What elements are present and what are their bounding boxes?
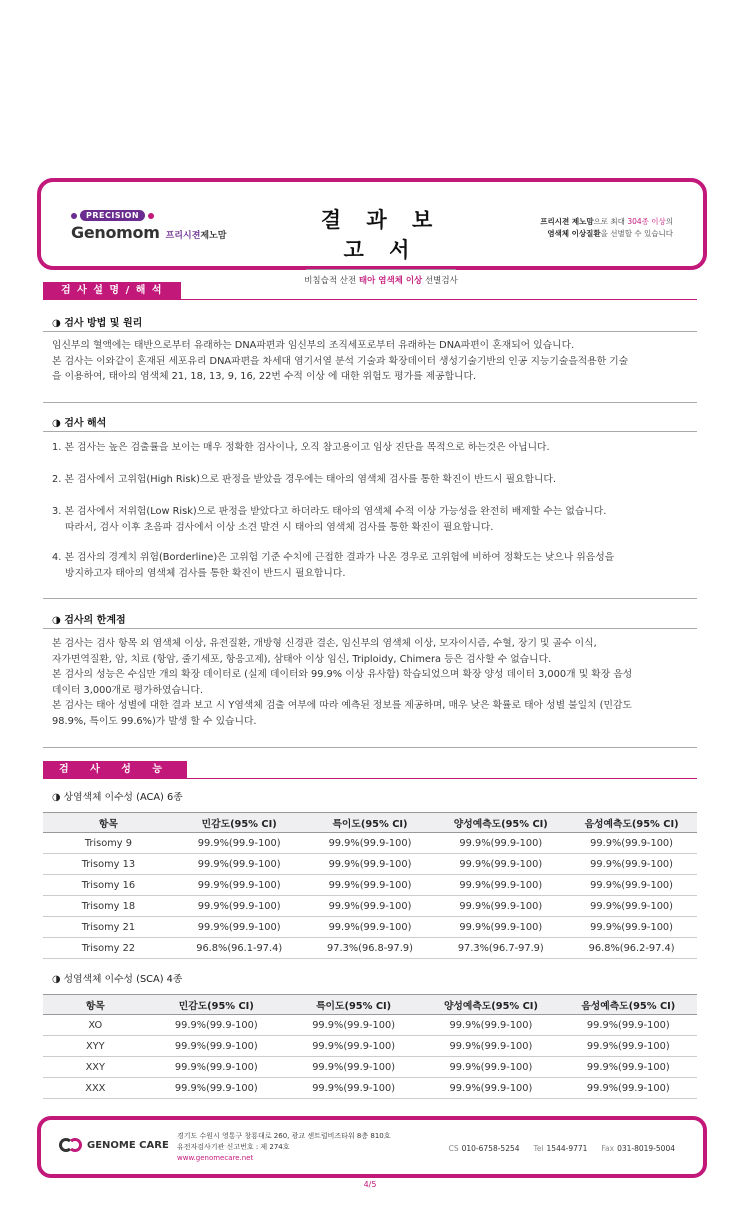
table-header-row — [43, 813, 697, 833]
table-cell: 99.9%(99.9-100) — [174, 896, 305, 917]
brand-name: Genomom — [71, 223, 160, 242]
limitations-heading: ◑ 검사의 한계점 — [52, 615, 126, 626]
method-heading: ◑ 검사 방법 및 원리 — [52, 318, 143, 329]
contact-info: CS 010-6758-5254 Tel 1544-9771 Fax 031-8019-5004 — [448, 1144, 675, 1153]
method-text: 임신부의 혈액에는 태반으로부터 유래하는 DNA파편과 임신부의 조직세포로부터 유래하는 DNA파편이 혼재되어 있습니다. 본 검사는 이와같이 혼재된 세포유리 DNA파편을 차세대 염기서열 분석 기술과 확장데이터 생성기술기반의 인공 지능기술을적용한 기술 을 이용하여, 태아의 염색체 21, 18, 13, 9, 16, 22번 수적 이상 에 대한 위험도 평가를 제공합니다. — [52, 340, 629, 382]
row-label: XYY — [43, 1036, 148, 1057]
table-cell: 99.9%(99.9-100) — [148, 1057, 285, 1078]
table-cell: 99.9%(99.9-100) — [435, 833, 566, 854]
table-cell: 99.9%(99.9-100) — [435, 917, 566, 938]
table-cell: 99.9%(99.9-100) — [305, 854, 436, 875]
row-label: XXX — [43, 1078, 148, 1099]
divider — [43, 431, 697, 432]
genomom-logo — [71, 210, 226, 242]
company-name: GENOME CARE — [87, 1139, 169, 1151]
row-label: Trisomy 18 — [43, 896, 174, 917]
table-cell: 99.9%(99.9-100) — [148, 1078, 285, 1099]
table-cell: 99.9%(99.9-100) — [560, 1057, 697, 1078]
table-cell: 99.9%(99.9-100) — [566, 833, 697, 854]
fax-number: 031-8019-5004 — [617, 1144, 675, 1153]
column-header: 민감도(95% CI) — [174, 813, 305, 833]
divider — [43, 628, 697, 629]
table-cell: 99.9%(99.9-100) — [148, 1036, 285, 1057]
table-cell: 99.9%(99.9-100) — [285, 1015, 422, 1036]
table-cell: 99.9%(99.9-100) — [560, 1078, 697, 1099]
interpretation-item: 2. 본 검사에서 고위험(High Risk)으로 판정을 받았을 경우에는 태아의 염색체 검사를 통한 확진이 반드시 필요합니다. — [52, 474, 557, 485]
table-cell: 99.9%(99.9-100) — [305, 833, 436, 854]
website-link[interactable]: www.genomecare.net — [177, 1154, 254, 1162]
table-cell: 99.9%(99.9-100) — [422, 1036, 559, 1057]
aca-table — [43, 812, 697, 959]
interpretation-item: 3. 본 검사에서 저위험(Low Risk)으로 판정을 받았다고 하더라도 태아의 염색체 수적 이상 가능성을 완전히 배제할 수는 없습니다. 따라서, 검사 이후 초음파 검사에서 이상 소견 발견 시 태아의 염색체 검사를 통한 확진이 필요합니다. — [52, 506, 607, 533]
table-cell: 99.9%(99.9-100) — [305, 896, 436, 917]
section-divider — [43, 299, 697, 300]
divider — [43, 331, 697, 332]
divider — [43, 598, 697, 599]
column-header: 양성예측도(95% CI) — [422, 995, 559, 1015]
table-cell: 99.9%(99.9-100) — [174, 917, 305, 938]
table-row — [43, 1078, 697, 1099]
page-number: 4/5 — [363, 1180, 377, 1189]
interpretation-item: 4. 본 검사의 경계치 위험(Borderline)은 고위험 기준 수치에 근접한 결과가 나온 경우로 고위험에 비하여 정확도는 낮으나 위음성을 방지하고자 태아의 염색체 검사를 통한 확진이 반드시 필요합니다. — [52, 552, 615, 579]
report-footer — [37, 1116, 707, 1178]
row-label: Trisomy 21 — [43, 917, 174, 938]
table-cell: 99.9%(99.9-100) — [305, 917, 436, 938]
table-cell: 99.9%(99.9-100) — [174, 854, 305, 875]
section-tag-performance: 검 사 성 능 — [43, 761, 187, 779]
company-address: 경기도 수원시 영통구 창룡대로 260, 광교 센트럴비즈타워 8층 810호 유전자검사기관 신고번호 : 제 274호 www.genomecare.net — [177, 1132, 391, 1162]
table-cell: 99.9%(99.9-100) — [435, 854, 566, 875]
interpretation-heading: ◑ 검사 해석 — [52, 418, 107, 429]
table-cell: 99.9%(99.9-100) — [174, 875, 305, 896]
row-label: XXY — [43, 1057, 148, 1078]
table-cell: 99.9%(99.9-100) — [422, 1015, 559, 1036]
table-cell: 99.9%(99.9-100) — [422, 1057, 559, 1078]
table-cell: 99.9%(99.9-100) — [305, 875, 436, 896]
table-cell: 96.8%(96.1-97.4) — [174, 938, 305, 959]
table-cell: 99.9%(99.9-100) — [285, 1078, 422, 1099]
section-tag-explanation: 검 사 설 명 / 해 석 — [43, 282, 181, 300]
report-title: 결 과 보 고 서 — [320, 207, 442, 262]
table-row — [43, 896, 697, 917]
column-header: 음성예측도(95% CI) — [566, 813, 697, 833]
table-header-row — [43, 995, 697, 1015]
table-cell: 99.9%(99.9-100) — [435, 875, 566, 896]
column-header: 양성예측도(95% CI) — [435, 813, 566, 833]
table-cell: 97.3%(96.7-97.9) — [435, 938, 566, 959]
brand-sub: 프리시젼제노맘 — [165, 231, 227, 241]
table-row — [43, 854, 697, 875]
table-cell: 99.9%(99.9-100) — [566, 854, 697, 875]
aca-caption: ◑ 상염색체 이수성 (ACA) 6종 — [52, 792, 183, 803]
column-header: 항목 — [43, 995, 148, 1015]
column-header: 특이도(95% CI) — [285, 995, 422, 1015]
table-row — [43, 1015, 697, 1036]
row-label: Trisomy 9 — [43, 833, 174, 854]
table-cell: 96.8%(96.2-97.4) — [566, 938, 697, 959]
table-cell: 99.9%(99.9-100) — [560, 1015, 697, 1036]
table-cell: 99.9%(99.9-100) — [566, 917, 697, 938]
column-header: 특이도(95% CI) — [305, 813, 436, 833]
header-note: 프리시젼 제노맘으로 최대 304종 이상의 염색체 이상질환을 선별할 수 있습니다 — [540, 217, 673, 238]
table-cell: 99.9%(99.9-100) — [435, 896, 566, 917]
tel-number: 1544-9771 — [546, 1144, 588, 1153]
table-cell: 99.9%(99.9-100) — [560, 1036, 697, 1057]
row-label: Trisomy 16 — [43, 875, 174, 896]
column-header: 항목 — [43, 813, 174, 833]
divider — [43, 402, 697, 403]
table-row — [43, 1036, 697, 1057]
table-cell: 99.9%(99.9-100) — [566, 896, 697, 917]
dot-icon — [71, 213, 77, 219]
divider — [43, 747, 697, 748]
table-cell: 99.9%(99.9-100) — [174, 833, 305, 854]
table-cell: 97.3%(96.8-97.9) — [305, 938, 436, 959]
title-divider — [306, 269, 456, 270]
row-label: Trisomy 22 — [43, 938, 174, 959]
column-header: 민감도(95% CI) — [148, 995, 285, 1015]
precision-label: PRECISION — [80, 210, 145, 221]
table-cell: 99.9%(99.9-100) — [285, 1057, 422, 1078]
genome-care-logo — [59, 1138, 169, 1152]
table-row — [43, 917, 697, 938]
table-cell: 99.9%(99.9-100) — [566, 875, 697, 896]
section-divider — [43, 778, 697, 779]
interpretation-item: 1. 본 검사는 높은 검출률을 보이는 매우 정확한 검사이나, 오직 참고용이고 임상 진단을 목적으로 하는것은 아닙니다. — [52, 442, 550, 453]
report-header — [37, 178, 707, 286]
sca-caption: ◑ 성염색체 이수성 (SCA) 4종 — [52, 974, 183, 985]
table-row — [43, 833, 697, 854]
row-label: Trisomy 13 — [43, 854, 174, 875]
table-cell: 99.9%(99.9-100) — [422, 1078, 559, 1099]
precision-badge — [71, 210, 226, 221]
table-cell: 99.9%(99.9-100) — [285, 1036, 422, 1057]
column-header: 음성예측도(95% CI) — [560, 995, 697, 1015]
table-row — [43, 1057, 697, 1078]
genome-care-icon — [59, 1138, 83, 1152]
table-cell: 99.9%(99.9-100) — [148, 1015, 285, 1036]
cs-number: 010-6758-5254 — [461, 1144, 520, 1153]
report-subtitle: 비침습적 산전 태아 염색체 이상 선별검사 — [304, 276, 458, 286]
sca-table — [43, 994, 697, 1099]
row-label: XO — [43, 1015, 148, 1036]
limitations-text: 본 검사는 검사 항목 외 염색체 이상, 유전질환, 개방형 신경관 결손, 임신부의 염색체 이상, 모자이시즘, 수혈, 장기 및 골수 이식, 자가면역질환, 암, 치료 (항암, 줄기세포, 항응고제), 삼태아 이상 임신, Triploidy, Chimera 등은 검사할 수 없습니다. 본 검사의 성능은 수십만 개의 확장 데이터로 (실제 데이터와 99.9% 이상 유사함) 학습되었으며 확장 양성 데이터 3,000개 및 확장 음성 데이터 3,000개로 평가하였습니다. 본 검사는 태아 성별에 대한 결과 보고 시 Y염색체 검출 여부에 따라 예측된 정보를 제공하며, 매우 낮은 확률로 태아 성별 불일치 (민감도 98.9%, 특이도 99.6%)가 발생 할 수 있습니다. — [52, 638, 633, 727]
dot-icon — [148, 213, 154, 219]
table-row — [43, 938, 697, 959]
table-row — [43, 875, 697, 896]
